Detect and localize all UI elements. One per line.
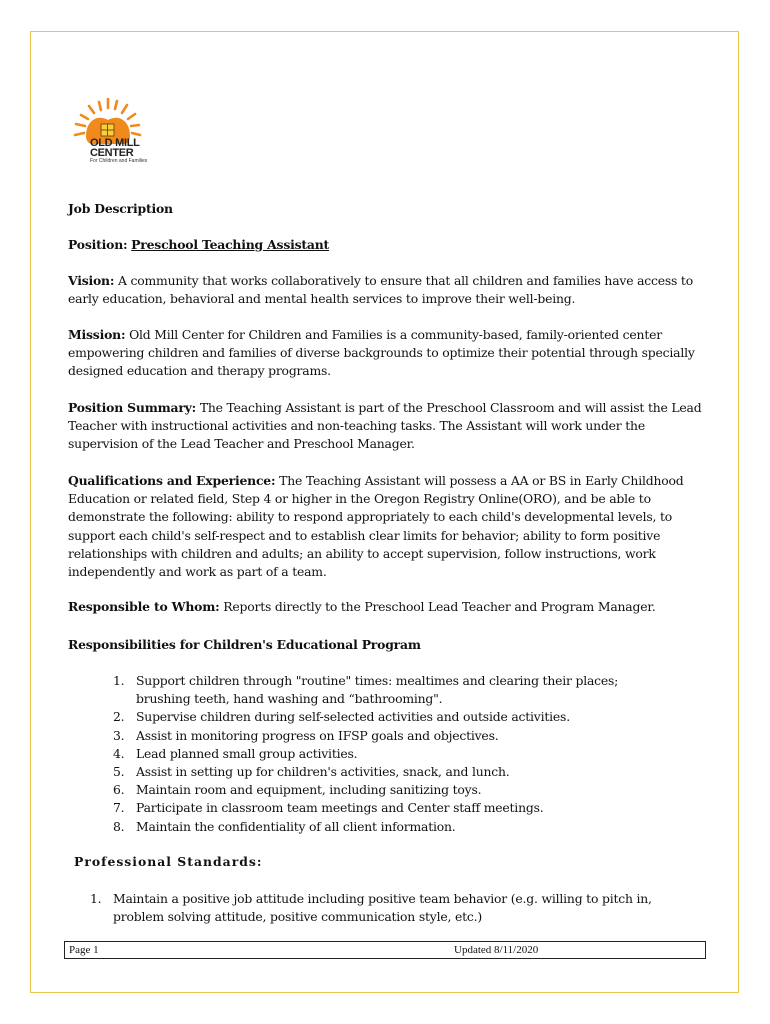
mission-paragraph [68, 326, 708, 381]
position-value: Preschool Teaching Assistant [131, 237, 330, 252]
responsibilities-heading: Responsibilities for Children's Educational Program [68, 637, 421, 652]
list-item: 1. Support children through "routine" times: mealtimes and clearing their places; brushing teeth, hand washing and “bathrooming". [113, 673, 619, 707]
list-item: 8. Maintain the confidentiality of all client information. [113, 818, 456, 834]
list-item: 1. Maintain a positive job attitude including positive team behavior (e.g. willing to pitch in, problem solving attitude, positive communication style, etc.) [90, 891, 652, 925]
professional-standards-heading: Professional Standards: [74, 854, 263, 869]
responsibilities-list [113, 672, 673, 836]
qualifications-text: The Teaching Assistant will possess a AA or BS in Early Childhood Education or related field, Step 4 or higher in the Oregon Registry Online(ORO), and be able to demonstrate the following: ability to respond appropriately to each child's developmental levels, to support each child's self-respect and to establish clear limits for behavior; ability to form positive relationships with children and adults; an ability to accept supervision, follow instructions, work independently and work as part of a team. [68, 473, 684, 580]
page-number: Page 1 [69, 944, 99, 956]
vision-label: Vision: [68, 273, 115, 288]
list-item: 5. Assist in setting up for children's activities, snack, and lunch. [113, 764, 510, 780]
list-item: 7. Participate in classroom team meetings and Center staff meetings. [113, 800, 544, 816]
position-label: Position: [68, 237, 128, 252]
list-item: 4. Lead planned small group activities. [113, 745, 358, 761]
position-summary-paragraph [68, 399, 708, 454]
summary-label: Position Summary: [68, 400, 197, 415]
document-title: Job Description [68, 201, 173, 216]
vision-text: A community that works collaboratively to ensure that all children and families have access to early education, behavioral and mental health services to improve their well-being. [68, 273, 693, 307]
qualifications-label: Qualifications and Experience: [68, 473, 276, 488]
mission-label: Mission: [68, 327, 126, 342]
old-mill-center-logo [64, 96, 154, 180]
list-item: 2. Supervise children during self-selected activities and outside activities. [113, 709, 570, 725]
position-line [68, 236, 329, 254]
logo-line-1: OLD MILL [90, 137, 140, 149]
list-item: 6. Maintain room and equipment, including sanitizing toys. [113, 782, 482, 798]
logo-line-2: CENTER [90, 147, 134, 159]
vision-paragraph [68, 272, 708, 308]
logo-line-3: For Children and Families [90, 158, 148, 164]
responsible-to-paragraph [68, 598, 655, 616]
updated-date: Updated 8/11/2020 [454, 944, 539, 956]
professional-standards-list [90, 890, 680, 926]
responsible-to-text: Reports directly to the Preschool Lead Teacher and Program Manager. [223, 599, 656, 614]
page-footer [64, 941, 706, 959]
responsible-to-label: Responsible to Whom: [68, 599, 220, 614]
summary-text: The Teaching Assistant is part of the Preschool Classroom and will assist the Lead Teacher with instructional activities and non-teaching tasks. The Assistant will work under the supervision of the Lead Teacher and Preschool Manager. [68, 400, 702, 452]
qualifications-paragraph [68, 472, 708, 581]
list-item: 3. Assist in monitoring progress on IFSP goals and objectives. [113, 727, 499, 743]
mission-text: Old Mill Center for Children and Families is a community-based, family-oriented center empowering children and families of diverse backgrounds to optimize their potential through specially designed education and therapy programs. [68, 327, 695, 379]
